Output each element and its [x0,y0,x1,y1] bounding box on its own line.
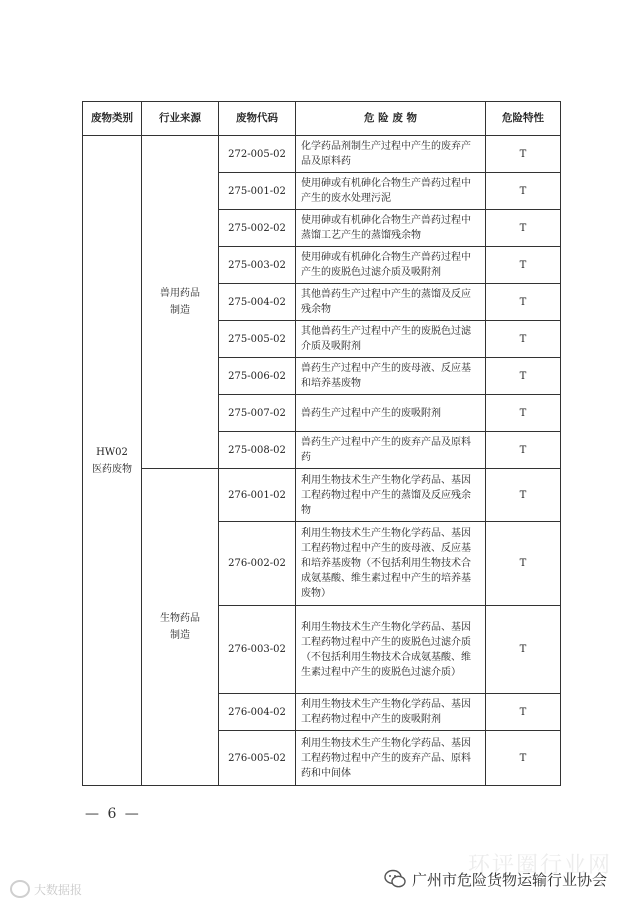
waste-code-cell: 275-003-02 [219,247,296,284]
watermark-background-text: 环评圈行业网 [468,853,613,878]
waste-code-cell: 275-001-02 [219,173,296,210]
weibo-logo-icon [10,880,30,898]
waste-code-cell: 276-004-02 [219,694,296,731]
hazard-property-cell: T [486,321,561,358]
hazard-property-cell: T [486,469,561,522]
hazardous-waste-description-cell: 化学药品剂制生产过程中产生的废弃产品及原料药 [296,136,486,173]
watermark-left-text: 大数据报 [34,882,83,897]
hazardous-waste-description-cell: 兽药生产过程中产生的废弃产品及原料药 [296,432,486,469]
hazardous-waste-description-cell: 兽药生产过程中产生的废母液、反应基和培养基废物 [296,358,486,395]
watermark-right-text: 广州市危险货物运输行业协会 [412,870,608,889]
waste-code-cell: 276-005-02 [219,731,296,786]
hazard-property-cell: T [486,247,561,284]
waste-code-cell: 275-005-02 [219,321,296,358]
waste-category-cell: HW02 医药废物 [83,136,142,786]
table-header-row [83,102,561,136]
hazard-property-cell: T [486,395,561,432]
table-row [83,136,561,173]
waste-code-cell: 276-001-02 [219,469,296,522]
industry-source-cell: 兽用药品 制造 [142,136,219,469]
hazard-property-cell: T [486,173,561,210]
hazardous-waste-description-cell: 利用生物技术生产生物化学药品、基因工程药物过程中产生的蒸馏及反应残余物 [296,469,486,522]
waste-code-cell: 276-003-02 [219,606,296,694]
header-waste-category: 废物类别 [83,102,142,136]
header-waste-code: 废物代码 [219,102,296,136]
watermark-left [10,878,82,900]
header-hazard-property: 危险特性 [486,102,561,136]
hazard-property-cell: T [486,694,561,731]
waste-code-cell: 275-007-02 [219,395,296,432]
industry-source-cell: 生物药品 制造 [142,469,219,786]
hazardous-waste-description-cell: 利用生物技术生产生物化学药品、基因工程药物过程中产生的废吸附剂 [296,694,486,731]
hazardous-waste-description-cell: 其他兽药生产过程中产生的蒸馏及反应残余物 [296,284,486,321]
hazardous-waste-description-cell: 利用生物技术生产生物化学药品、基因工程药物过程中产生的废弃产品、原料药和中间体 [296,731,486,786]
hazardous-waste-description-cell: 使用砷或有机砷化合物生产兽药过程中产生的废脱色过滤介质及吸附剂 [296,247,486,284]
header-hazardous-waste: 危 险 废 物 [296,102,486,136]
hazard-property-cell: T [486,731,561,786]
hazardous-waste-description-cell: 使用砷或有机砷化合物生产兽药过程中蒸馏工艺产生的蒸馏残余物 [296,210,486,247]
hazard-property-cell: T [486,432,561,469]
hazard-property-cell: T [486,284,561,321]
hazard-property-cell: T [486,210,561,247]
hazard-property-cell: T [486,522,561,606]
hazardous-waste-description-cell: 其他兽药生产过程中产生的废脱色过滤介质及吸附剂 [296,321,486,358]
table-row [83,469,561,522]
hazardous-waste-description-cell: 利用生物技术生产生物化学药品、基因工程药物过程中产生的废母液、反应基和培养基废物（不包括利用生物技术合成氨基酸、维生素过程中产生的培养基废物） [296,522,486,606]
hazard-property-cell: T [486,136,561,173]
wechat-logo-icon [384,869,406,889]
hazard-property-cell: T [486,606,561,694]
hazardous-waste-table [82,101,561,786]
waste-code-cell: 275-004-02 [219,284,296,321]
hazardous-waste-description-cell: 使用砷或有机砷化合物生产兽药过程中产生的废水处理污泥 [296,173,486,210]
header-industry-source: 行业来源 [142,102,219,136]
waste-code-cell: 275-002-02 [219,210,296,247]
hazardous-waste-description-cell: 兽药生产过程中产生的废吸附剂 [296,395,486,432]
page-number: — 6 — [85,806,141,822]
watermark-right [384,866,607,892]
hazardous-waste-description-cell: 利用生物技术生产生物化学药品、基因工程药物过程中产生的废脱色过滤介质（不包括利用生物技术合成氨基酸、维生素过程中产生的废脱色过滤介质） [296,606,486,694]
waste-code-cell: 272-005-02 [219,136,296,173]
waste-code-cell: 275-006-02 [219,358,296,395]
hazard-property-cell: T [486,358,561,395]
waste-code-cell: 275-008-02 [219,432,296,469]
waste-code-cell: 276-002-02 [219,522,296,606]
